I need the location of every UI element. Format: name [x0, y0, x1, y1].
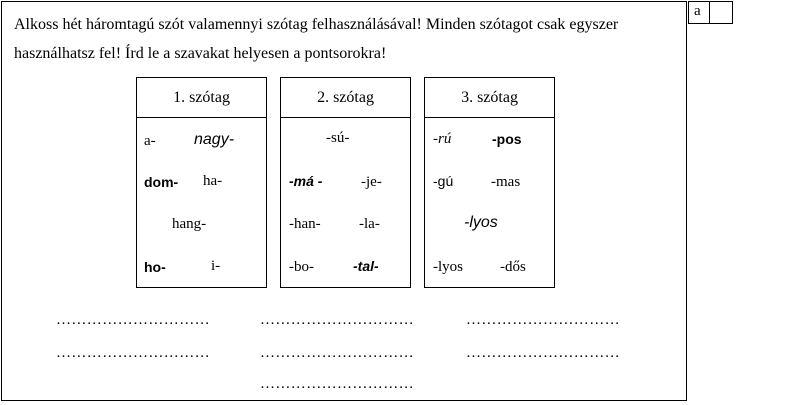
syllable: -mas	[491, 174, 521, 190]
syllable: -bo-	[289, 259, 314, 275]
answer-line[interactable]: …………………………	[260, 345, 414, 361]
syllable-box-2	[280, 77, 411, 288]
syllable: -má -	[289, 173, 323, 189]
syllable: -sú-	[326, 130, 350, 146]
syllable: -pos	[492, 131, 522, 147]
answer-line[interactable]: …………………………	[56, 345, 210, 361]
column-header: 1. szótag	[137, 78, 266, 118]
score-label: a	[688, 1, 710, 24]
answer-line[interactable]: …………………………	[466, 345, 620, 361]
syllable: -je-	[361, 174, 382, 190]
syllable: hang-	[172, 216, 207, 232]
score-field[interactable]	[709, 1, 733, 24]
answer-line[interactable]: …………………………	[56, 312, 210, 328]
syllable: a-	[144, 133, 156, 149]
syllable: -tal-	[353, 258, 379, 274]
syllable: ho-	[144, 259, 166, 275]
instruction-text: Alkoss hét háromtagú szót valamennyi szótag felhasználásával! Minden szótagot csak egyszer használhatsz fel! Írd le a szavakat helyesen a pontsorokra!	[14, 16, 619, 62]
syllable: ha-	[203, 173, 223, 189]
answer-line[interactable]: …………………………	[260, 376, 414, 392]
column-header: 3. szótag	[425, 78, 554, 118]
syllable: i-	[211, 258, 221, 274]
answer-line[interactable]: …………………………	[466, 312, 620, 328]
syllable: nagy-	[194, 131, 235, 148]
syllable: -rú	[433, 131, 452, 147]
syllable: -han-	[289, 216, 321, 232]
syllable: -lyos	[464, 214, 498, 231]
syllable-box-3	[424, 77, 555, 288]
syllable: -gú	[433, 173, 454, 189]
syllable: -lyos	[433, 259, 463, 275]
syllable-box-1	[136, 77, 267, 288]
syllable: -dős	[500, 259, 526, 275]
syllable: dom-	[144, 174, 179, 190]
syllable: -la-	[359, 216, 380, 232]
column-header: 2. szótag	[281, 78, 410, 118]
answer-line[interactable]: …………………………	[260, 312, 414, 328]
